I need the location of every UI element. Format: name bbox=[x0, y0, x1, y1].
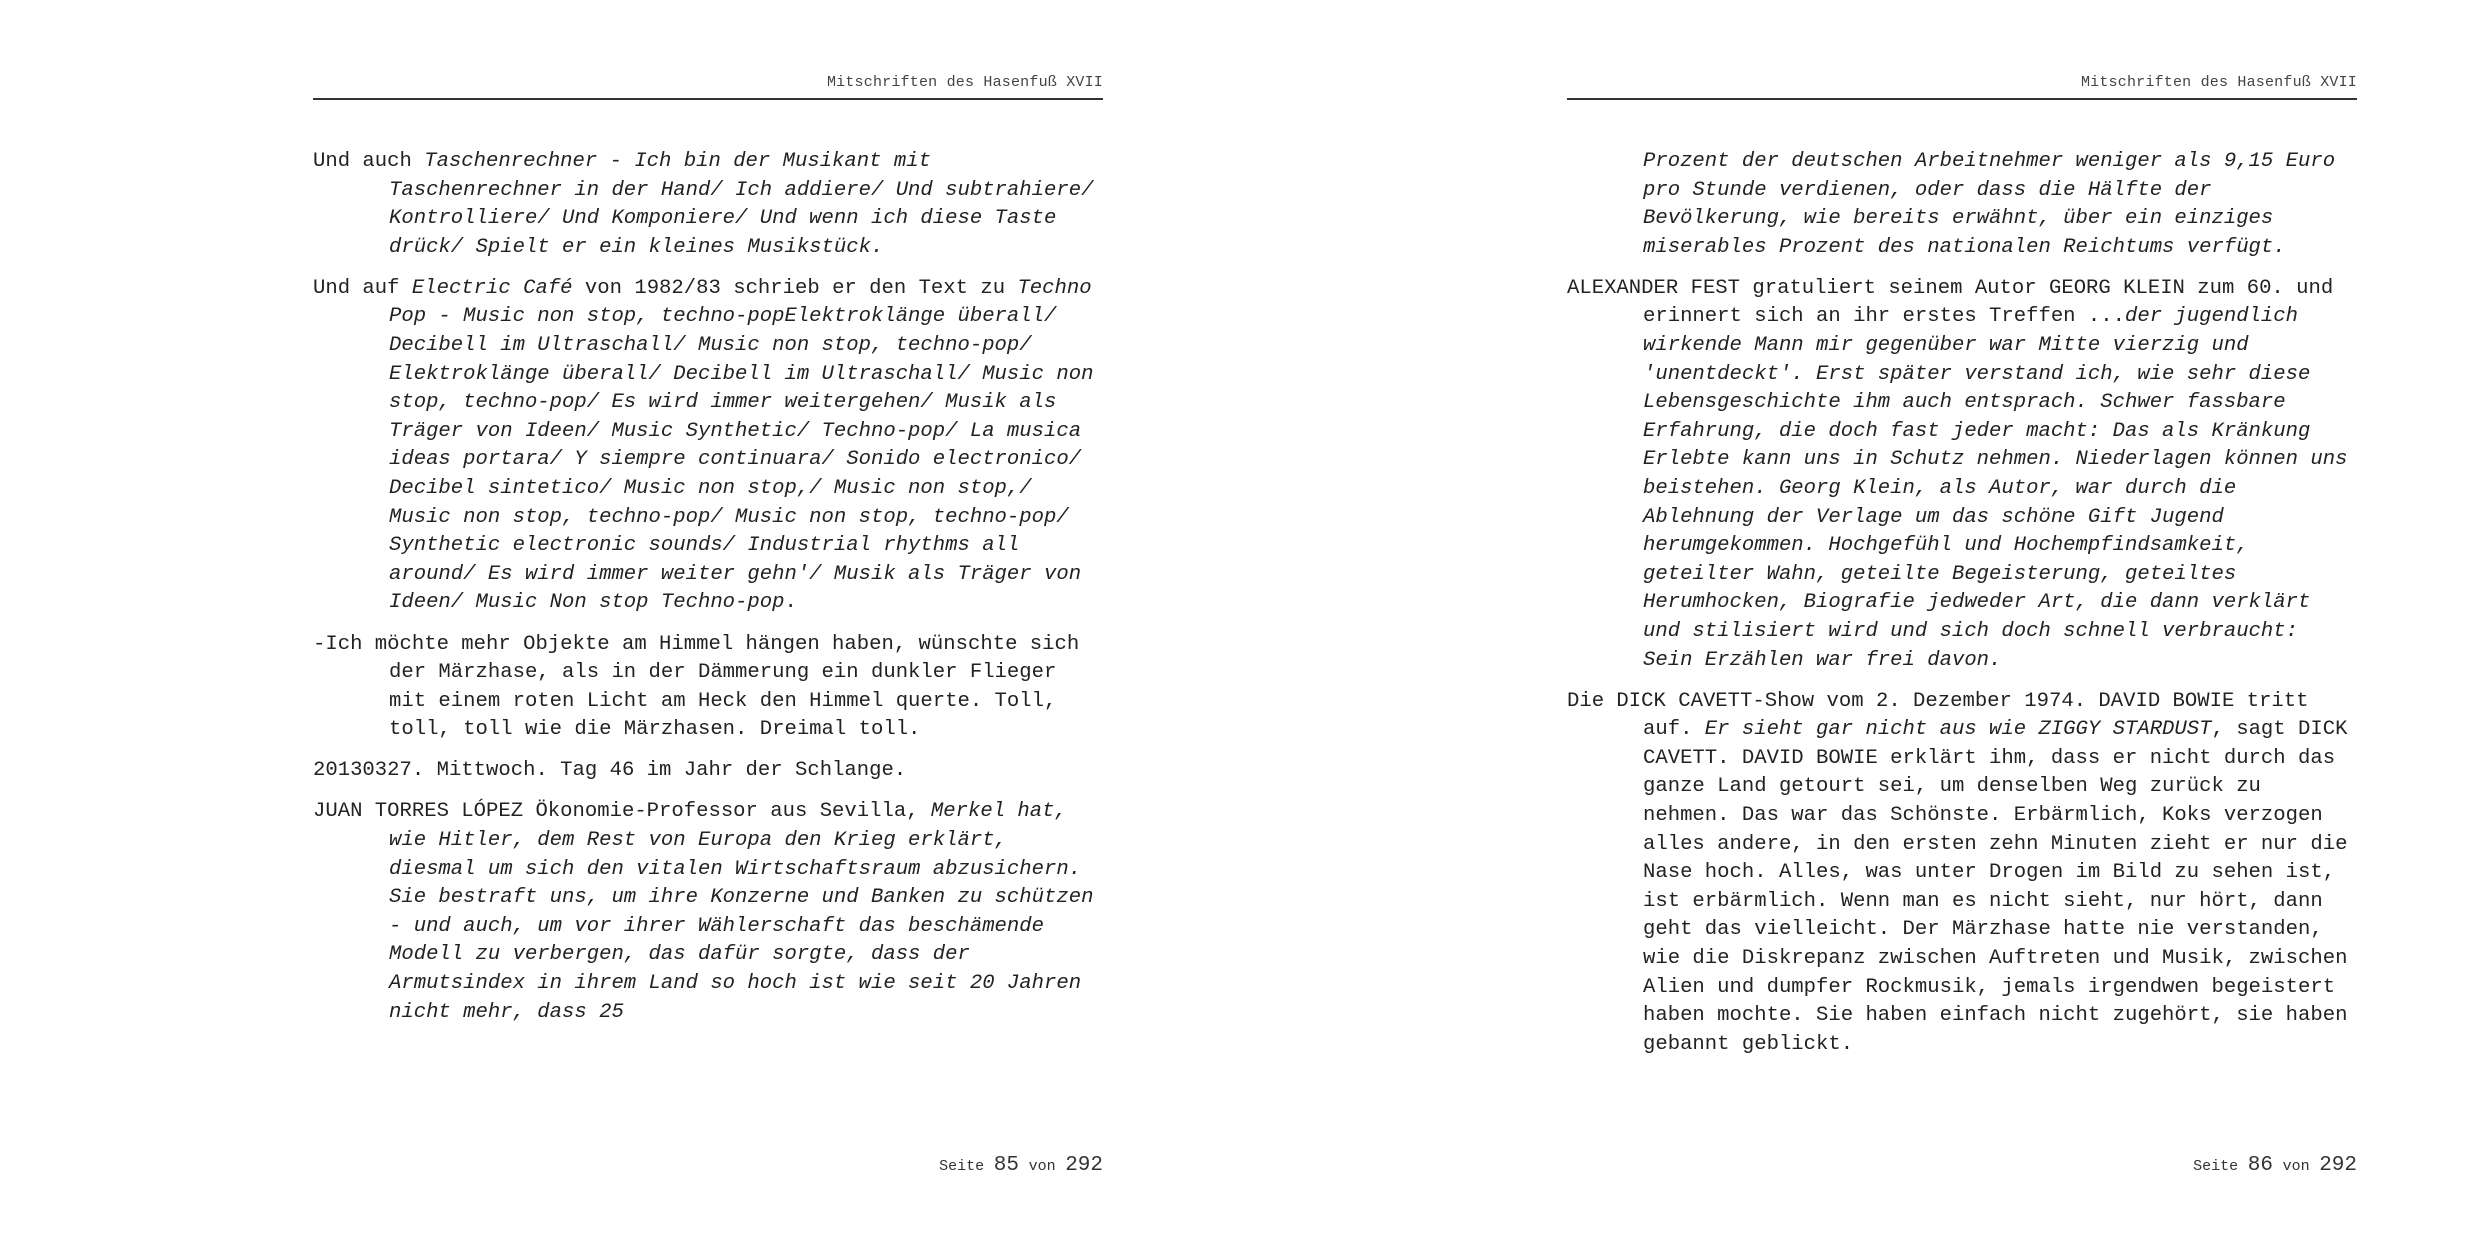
body-text bbox=[313, 148, 1103, 1027]
paragraph: JUAN TORRES LÓPEZ Ökonomie-Professor aus Sevilla, Merkel hat, wie Hitler, dem Rest von Europa den Krieg erklärt, diesmal um sich den vitalen Wirtschaftsraum abzusichern. Sie bestraft uns, um ihre Konzerne und Banken zu schützen - und auch, um vor ihrer Wählerschaft das beschämende Modell zu verbergen, das dafür sorgte, dass der Armutsindex in ihrem Land so hoch ist wie seit 20 Jahren nicht mehr, dass 25 bbox=[313, 800, 1094, 1024]
paragraph: ALEXANDER FEST gratuliert seinem Autor GEORG KLEIN zum 60. und erinnert sich an ihr erstes Treffen ...der jugendlich wirkende Mann mir gegenüber war Mitte vierzig und 'unentdeckt'. Erst später verstand ich, wie sehr diese Lebensgeschichte ihm auch entsprach. Schwer fassbare Erfahrung, die doch fast jeder macht: Das als Kränkung Erlebte kann uns in Schutz nehmen. Niederlagen können uns beistehen. Georg Klein, als Autor, war durch die Ablehnung der Verlage um das schöne Gift Jugend herumgekommen. Hochgefühl und Hochempfindsamkeit, geteilter Wahn, geteilte Begeisterung, geteiltes Herumhocken, Biografie jedweder Art, die dann verklärt und stilisiert wird und sich doch schnell verbraucht: Sein Erzählen war frei davon. bbox=[1567, 276, 2348, 672]
paragraph: -Ich möchte mehr Objekte am Himmel hängen haben, wünschte sich der Märzhase, als in der Dämmerung ein dunkler Flieger mit einem roten Licht am Heck den Himmel querte. Toll, toll, toll wie die Märzhasen. Dreimal toll. bbox=[313, 632, 1080, 742]
page-86 bbox=[1567, 0, 2357, 1240]
paragraph: Die DICK CAVETT-Show vom 2. Dezember 1974. DAVID BOWIE tritt auf. Er sieht gar nicht aus wie ZIGGY STARDUST, sagt DICK CAVETT. DAVID BOWIE erklärt ihm, dass er nicht durch das ganze Land getourt sei, um denselben Weg zurück zu nehmen. Das war das Schönste. Erbärmlich, Koks verzogen alles andere, in den ersten zehn Minuten zieht er nur die Nase hoch. Alles, was unter Drogen im Bild zu sehen ist, ist erbärmlich. Wenn man es nicht sieht, nur hört, dann geht das vielleicht. Der Märzhase hatte nie verstanden, wie die Diskrepanz zwischen Auftreten und Musik, zwischen Alien und dumpfer Rockmusik, jemals irgendwen begeistert haben mochte. Sie haben einfach nicht zugehört, sie haben gebannt geblickt. bbox=[1567, 689, 2348, 1056]
page-85 bbox=[313, 0, 1103, 1240]
page-footer: Seite 85 von 292 bbox=[939, 1154, 1103, 1177]
paragraph: 20130327. Mittwoch. Tag 46 im Jahr der Schlange. bbox=[313, 759, 907, 783]
header-rule bbox=[1567, 98, 2357, 100]
running-header: Mitschriften des Hasenfuß XVII bbox=[2080, 74, 2357, 91]
paragraph: Prozent der deutschen Arbeitnehmer weniger als 9,15 Euro pro Stunde verdienen, oder dass die Hälfte der Bevölkerung, wie bereits erwähnt, über ein einziges miserables Prozent des nationalen Reichtums verfügt. bbox=[1643, 150, 2336, 259]
paragraph: Und auch Taschenrechner - Ich bin der Musikant mit Taschenrechner in der Hand/ Ich addiere/ Und subtrahiere/ Kontrolliere/ Und Komponiere/ Und wenn ich diese Taste drück/ Spielt er ein kleines Musikstück. bbox=[313, 150, 1094, 259]
paragraph: Und auf Electric Café von 1982/83 schrieb er den Text zu Techno Pop - Music non stop, techno-popElektroklänge überall/ Decibell im Ultraschall/ Music non stop, techno-pop/ Elektroklänge überall/ Decibell im Ultraschall/ Music non stop, techno-pop/ Es wird immer weitergehen/ Musik als Träger von Ideen/ Music Synthetic/ Techno-pop/ La musica ideas portara/ Y siempre continuara/ Sonido electronico/ Decibel sintetico/ Music non stop,/ Music non stop,/ Music non stop, techno-pop/ Music non stop, techno-pop/ Synthetic electronic sounds/ Industrial rhythms all around/ Es wird immer weiter gehn'/ Musik als Träger von Ideen/ Music Non stop Techno-pop. bbox=[313, 276, 1094, 615]
page-footer: Seite 86 von 292 bbox=[2193, 1154, 2357, 1177]
body-text bbox=[1567, 148, 2357, 1059]
running-header: Mitschriften des Hasenfuß XVII bbox=[826, 74, 1103, 91]
header-rule bbox=[313, 98, 1103, 100]
